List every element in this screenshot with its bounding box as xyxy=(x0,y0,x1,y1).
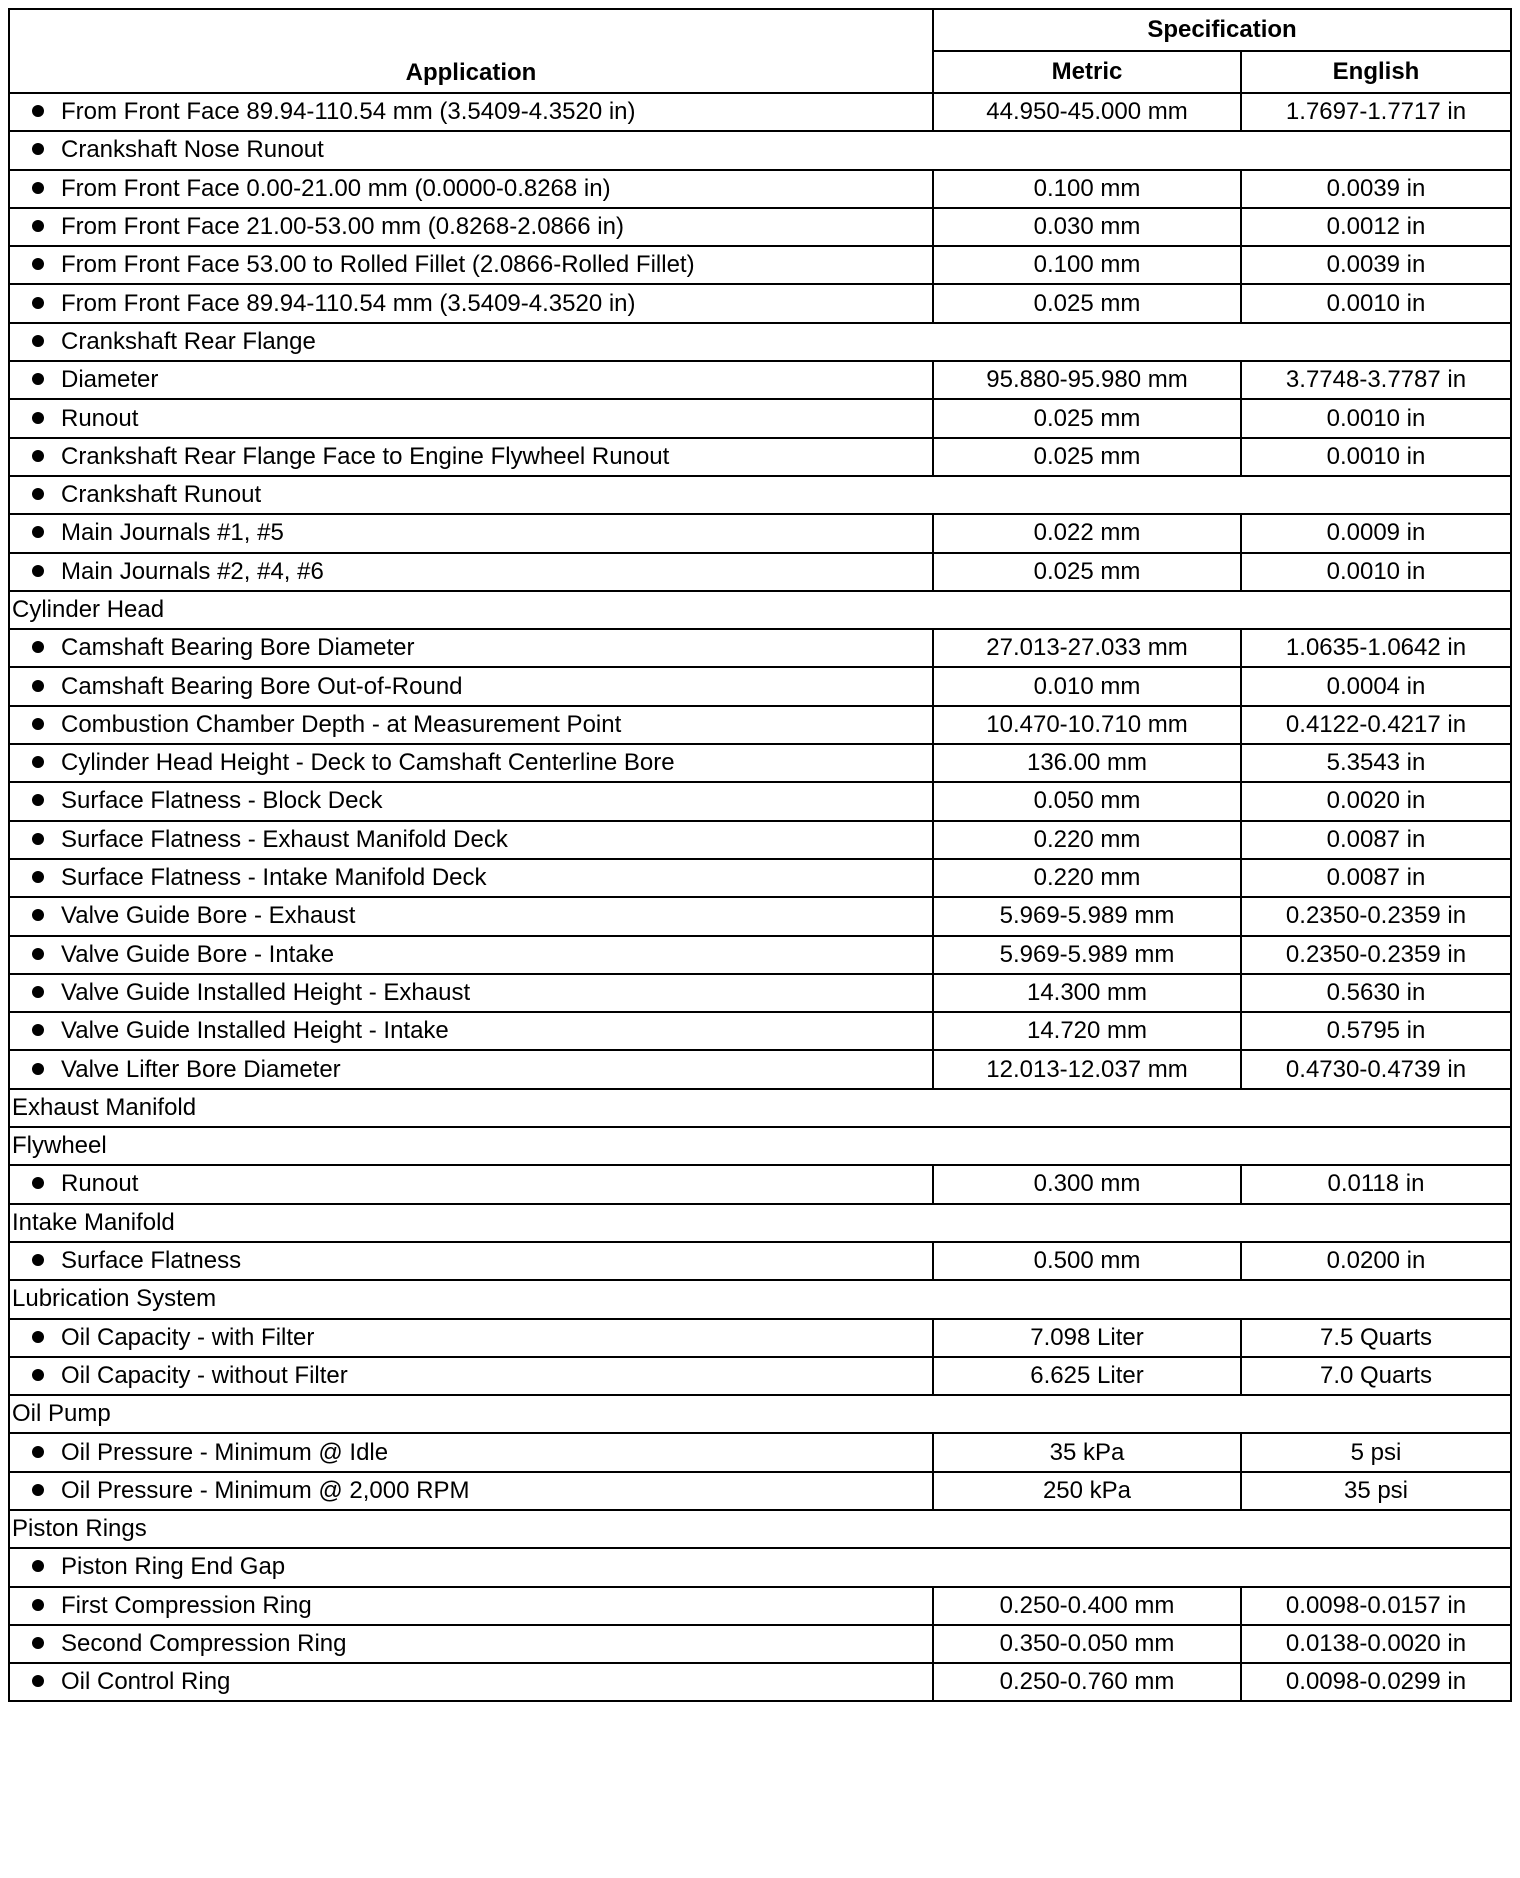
application-label: Valve Guide Bore - Intake xyxy=(61,940,335,968)
application-cell xyxy=(9,476,1511,514)
metric-value: 35 kPa xyxy=(933,1433,1241,1471)
bullet-icon xyxy=(32,756,44,768)
application-cell xyxy=(9,782,933,820)
metric-column-header: Metric xyxy=(933,51,1241,93)
application-cell xyxy=(9,1433,933,1471)
application-cell xyxy=(9,706,933,744)
application-cell xyxy=(9,323,1511,361)
table-row xyxy=(9,706,1511,744)
application-label: From Front Face 0.00-21.00 mm (0.0000-0.8268 in) xyxy=(61,174,611,202)
section-row xyxy=(9,1395,1511,1433)
section-label: Exhaust Manifold xyxy=(9,1089,1511,1127)
bullet-icon xyxy=(32,105,44,117)
subheader-row xyxy=(9,323,1511,361)
application-label: Surface Flatness - Intake Manifold Deck xyxy=(61,864,487,892)
table-row xyxy=(9,1625,1511,1663)
application-label: From Front Face 21.00-53.00 mm (0.8268-2.0866 in) xyxy=(61,213,624,241)
bullet-icon xyxy=(32,526,44,538)
metric-value: 0.250-0.760 mm xyxy=(933,1663,1241,1701)
metric-value: 0.100 mm xyxy=(933,246,1241,284)
application-cell xyxy=(9,553,933,591)
application-cell xyxy=(9,1319,933,1357)
application-cell xyxy=(9,1625,933,1663)
section-row xyxy=(9,1127,1511,1165)
subheader-label: Crankshaft Nose Runout xyxy=(61,136,324,164)
specification-column-header: Specification xyxy=(933,9,1511,51)
english-value: 0.0010 in xyxy=(1241,438,1511,476)
application-cell xyxy=(9,974,933,1012)
application-cell xyxy=(9,667,933,705)
application-label: Valve Guide Installed Height - Intake xyxy=(61,1017,449,1045)
application-cell xyxy=(9,897,933,935)
bullet-icon xyxy=(32,412,44,424)
section-row xyxy=(9,1280,1511,1318)
metric-value: 14.300 mm xyxy=(933,974,1241,1012)
bullet-icon xyxy=(32,335,44,347)
english-value: 0.0087 in xyxy=(1241,821,1511,859)
application-cell xyxy=(9,744,933,782)
bullet-icon xyxy=(32,1599,44,1611)
application-label: Second Compression Ring xyxy=(61,1630,347,1658)
english-value: 0.0039 in xyxy=(1241,170,1511,208)
metric-value: 27.013-27.033 mm xyxy=(933,629,1241,667)
table-row xyxy=(9,1050,1511,1088)
table-row xyxy=(9,974,1511,1012)
section-row xyxy=(9,1510,1511,1548)
application-label: Camshaft Bearing Bore Diameter xyxy=(61,634,415,662)
application-label: Combustion Chamber Depth - at Measurement Point xyxy=(61,710,622,738)
english-value: 0.0004 in xyxy=(1241,667,1511,705)
application-label: Main Journals #1, #5 xyxy=(61,519,284,547)
application-cell xyxy=(9,361,933,399)
metric-value: 6.625 Liter xyxy=(933,1357,1241,1395)
bullet-icon xyxy=(32,641,44,653)
specification-table xyxy=(8,8,1512,1702)
application-cell xyxy=(9,399,933,437)
bullet-icon xyxy=(32,565,44,577)
application-label: Camshaft Bearing Bore Out-of-Round xyxy=(61,672,463,700)
english-value: 5.3543 in xyxy=(1241,744,1511,782)
bullet-icon xyxy=(32,373,44,385)
english-value: 0.0010 in xyxy=(1241,399,1511,437)
application-cell xyxy=(9,821,933,859)
table-row xyxy=(9,936,1511,974)
metric-value: 0.500 mm xyxy=(933,1242,1241,1280)
table-row xyxy=(9,1472,1511,1510)
english-value: 5 psi xyxy=(1241,1433,1511,1471)
application-cell xyxy=(9,284,933,322)
metric-value: 7.098 Liter xyxy=(933,1319,1241,1357)
section-label: Lubrication System xyxy=(9,1280,1511,1318)
table-row xyxy=(9,1663,1511,1701)
metric-value: 250 kPa xyxy=(933,1472,1241,1510)
application-cell xyxy=(9,93,933,131)
table-row xyxy=(9,399,1511,437)
application-label: Runout xyxy=(61,404,139,432)
bullet-icon xyxy=(32,833,44,845)
application-cell xyxy=(9,1242,933,1280)
section-label: Cylinder Head xyxy=(9,591,1511,629)
metric-value: 12.013-12.037 mm xyxy=(933,1050,1241,1088)
application-cell xyxy=(9,936,933,974)
english-value: 0.0098-0.0299 in xyxy=(1241,1663,1511,1701)
application-label: Surface Flatness xyxy=(61,1247,242,1275)
metric-value: 0.100 mm xyxy=(933,170,1241,208)
application-cell xyxy=(9,1012,933,1050)
bullet-icon xyxy=(32,986,44,998)
metric-value: 44.950-45.000 mm xyxy=(933,93,1241,131)
english-column-header: English xyxy=(1241,51,1511,93)
application-cell xyxy=(9,246,933,284)
table-row xyxy=(9,553,1511,591)
subheader-row xyxy=(9,131,1511,169)
table-row xyxy=(9,284,1511,322)
application-label: Cylinder Head Height - Deck to Camshaft Centerline Bore xyxy=(61,749,675,777)
english-value: 35 psi xyxy=(1241,1472,1511,1510)
metric-value: 5.969-5.989 mm xyxy=(933,936,1241,974)
table-row xyxy=(9,1587,1511,1625)
bullet-icon xyxy=(32,1331,44,1343)
section-label: Piston Rings xyxy=(9,1510,1511,1548)
subheader-label: Crankshaft Runout xyxy=(61,481,262,509)
metric-value: 0.025 mm xyxy=(933,284,1241,322)
section-row xyxy=(9,591,1511,629)
header-row-top xyxy=(9,9,1511,51)
application-cell xyxy=(9,1050,933,1088)
application-cell xyxy=(9,1548,1511,1586)
table-row xyxy=(9,438,1511,476)
english-value: 0.0138-0.0020 in xyxy=(1241,1625,1511,1663)
application-label: Surface Flatness - Exhaust Manifold Deck xyxy=(61,825,508,853)
bullet-icon xyxy=(32,488,44,500)
bullet-icon xyxy=(32,1446,44,1458)
bullet-icon xyxy=(32,718,44,730)
application-label: Valve Guide Installed Height - Exhaust xyxy=(61,978,471,1006)
bullet-icon xyxy=(32,1560,44,1572)
table-row xyxy=(9,1242,1511,1280)
table-row xyxy=(9,667,1511,705)
english-value: 0.0010 in xyxy=(1241,284,1511,322)
application-label: Valve Guide Bore - Exhaust xyxy=(61,902,356,930)
table-row xyxy=(9,782,1511,820)
application-cell xyxy=(9,629,933,667)
table-row xyxy=(9,1012,1511,1050)
bullet-icon xyxy=(32,1177,44,1189)
application-label: Oil Pressure - Minimum @ 2,000 RPM xyxy=(61,1476,470,1504)
bullet-icon xyxy=(32,220,44,232)
table-row xyxy=(9,859,1511,897)
bullet-icon xyxy=(32,948,44,960)
application-label: Diameter xyxy=(61,366,159,394)
table-row xyxy=(9,821,1511,859)
section-label: Intake Manifold xyxy=(9,1204,1511,1242)
table-header xyxy=(9,9,1511,93)
table-row xyxy=(9,514,1511,552)
application-label: From Front Face 89.94-110.54 mm (3.5409-4.3520 in) xyxy=(61,289,636,317)
application-label: First Compression Ring xyxy=(61,1591,312,1619)
application-cell xyxy=(9,1165,933,1203)
english-value: 0.0118 in xyxy=(1241,1165,1511,1203)
application-cell xyxy=(9,438,933,476)
subheader-label: Crankshaft Rear Flange xyxy=(61,327,316,355)
english-value: 7.5 Quarts xyxy=(1241,1319,1511,1357)
english-value: 0.0098-0.0157 in xyxy=(1241,1587,1511,1625)
english-value: 0.5630 in xyxy=(1241,974,1511,1012)
table-row xyxy=(9,629,1511,667)
english-value: 0.5795 in xyxy=(1241,1012,1511,1050)
metric-value: 95.880-95.980 mm xyxy=(933,361,1241,399)
application-column-header: Application xyxy=(9,9,933,93)
section-row xyxy=(9,1089,1511,1127)
english-value: 0.0020 in xyxy=(1241,782,1511,820)
table-row xyxy=(9,170,1511,208)
subheader-row xyxy=(9,1548,1511,1586)
table-row xyxy=(9,897,1511,935)
english-value: 7.0 Quarts xyxy=(1241,1357,1511,1395)
english-value: 0.2350-0.2359 in xyxy=(1241,897,1511,935)
application-label: Runout xyxy=(61,1170,139,1198)
bullet-icon xyxy=(32,1675,44,1687)
metric-value: 0.025 mm xyxy=(933,399,1241,437)
application-label: Oil Capacity - with Filter xyxy=(61,1323,315,1351)
application-label: Oil Pressure - Minimum @ Idle xyxy=(61,1438,389,1466)
application-cell xyxy=(9,1472,933,1510)
application-label: Valve Lifter Bore Diameter xyxy=(61,1055,341,1083)
bullet-icon xyxy=(32,258,44,270)
metric-value: 0.220 mm xyxy=(933,821,1241,859)
table-row xyxy=(9,93,1511,131)
application-cell xyxy=(9,859,933,897)
subheader-row xyxy=(9,476,1511,514)
section-label: Flywheel xyxy=(9,1127,1511,1165)
metric-value: 0.022 mm xyxy=(933,514,1241,552)
english-value: 0.4730-0.4739 in xyxy=(1241,1050,1511,1088)
english-value: 0.0200 in xyxy=(1241,1242,1511,1280)
application-cell xyxy=(9,1357,933,1395)
english-value: 3.7748-3.7787 in xyxy=(1241,361,1511,399)
application-label: Surface Flatness - Block Deck xyxy=(61,787,383,815)
bullet-icon xyxy=(32,143,44,155)
application-label: Oil Capacity - without Filter xyxy=(61,1361,348,1389)
table-row xyxy=(9,1319,1511,1357)
bullet-icon xyxy=(32,1254,44,1266)
table-row xyxy=(9,1165,1511,1203)
english-value: 0.0012 in xyxy=(1241,208,1511,246)
application-label: From Front Face 53.00 to Rolled Fillet (2.0866-Rolled Fillet) xyxy=(61,251,695,279)
metric-value: 0.250-0.400 mm xyxy=(933,1587,1241,1625)
table-row xyxy=(9,246,1511,284)
application-cell xyxy=(9,1587,933,1625)
table-row xyxy=(9,208,1511,246)
metric-value: 5.969-5.989 mm xyxy=(933,897,1241,935)
bullet-icon xyxy=(32,1637,44,1649)
metric-value: 0.025 mm xyxy=(933,553,1241,591)
bullet-icon xyxy=(32,450,44,462)
metric-value: 0.300 mm xyxy=(933,1165,1241,1203)
application-cell xyxy=(9,1663,933,1701)
english-value: 1.0635-1.0642 in xyxy=(1241,629,1511,667)
application-label: From Front Face 89.94-110.54 mm (3.5409-4.3520 in) xyxy=(61,98,636,126)
table-row xyxy=(9,361,1511,399)
bullet-icon xyxy=(32,1024,44,1036)
application-cell xyxy=(9,208,933,246)
application-label: Main Journals #2, #4, #6 xyxy=(61,557,324,585)
application-label: Crankshaft Rear Flange Face to Engine Flywheel Runout xyxy=(61,442,670,470)
metric-value: 0.010 mm xyxy=(933,667,1241,705)
bullet-icon xyxy=(32,182,44,194)
application-cell xyxy=(9,170,933,208)
english-value: 0.0010 in xyxy=(1241,553,1511,591)
metric-value: 14.720 mm xyxy=(933,1012,1241,1050)
bullet-icon xyxy=(32,680,44,692)
metric-value: 0.350-0.050 mm xyxy=(933,1625,1241,1663)
table-row xyxy=(9,1433,1511,1471)
metric-value: 0.220 mm xyxy=(933,859,1241,897)
bullet-icon xyxy=(32,909,44,921)
metric-value: 0.025 mm xyxy=(933,438,1241,476)
metric-value: 136.00 mm xyxy=(933,744,1241,782)
application-cell xyxy=(9,514,933,552)
english-value: 0.4122-0.4217 in xyxy=(1241,706,1511,744)
table-row xyxy=(9,1357,1511,1395)
bullet-icon xyxy=(32,1063,44,1075)
bullet-icon xyxy=(32,297,44,309)
metric-value: 0.030 mm xyxy=(933,208,1241,246)
bullet-icon xyxy=(32,794,44,806)
section-row xyxy=(9,1204,1511,1242)
english-value: 0.0009 in xyxy=(1241,514,1511,552)
section-label: Oil Pump xyxy=(9,1395,1511,1433)
metric-value: 10.470-10.710 mm xyxy=(933,706,1241,744)
application-label: Oil Control Ring xyxy=(61,1668,231,1696)
english-value: 0.0087 in xyxy=(1241,859,1511,897)
subheader-label: Piston Ring End Gap xyxy=(61,1553,286,1581)
application-cell xyxy=(9,131,1511,169)
english-value: 0.0039 in xyxy=(1241,246,1511,284)
bullet-icon xyxy=(32,871,44,883)
table-row xyxy=(9,744,1511,782)
bullet-icon xyxy=(32,1484,44,1496)
table-body xyxy=(9,93,1511,1701)
english-value: 1.7697-1.7717 in xyxy=(1241,93,1511,131)
metric-value: 0.050 mm xyxy=(933,782,1241,820)
english-value: 0.2350-0.2359 in xyxy=(1241,936,1511,974)
bullet-icon xyxy=(32,1369,44,1381)
